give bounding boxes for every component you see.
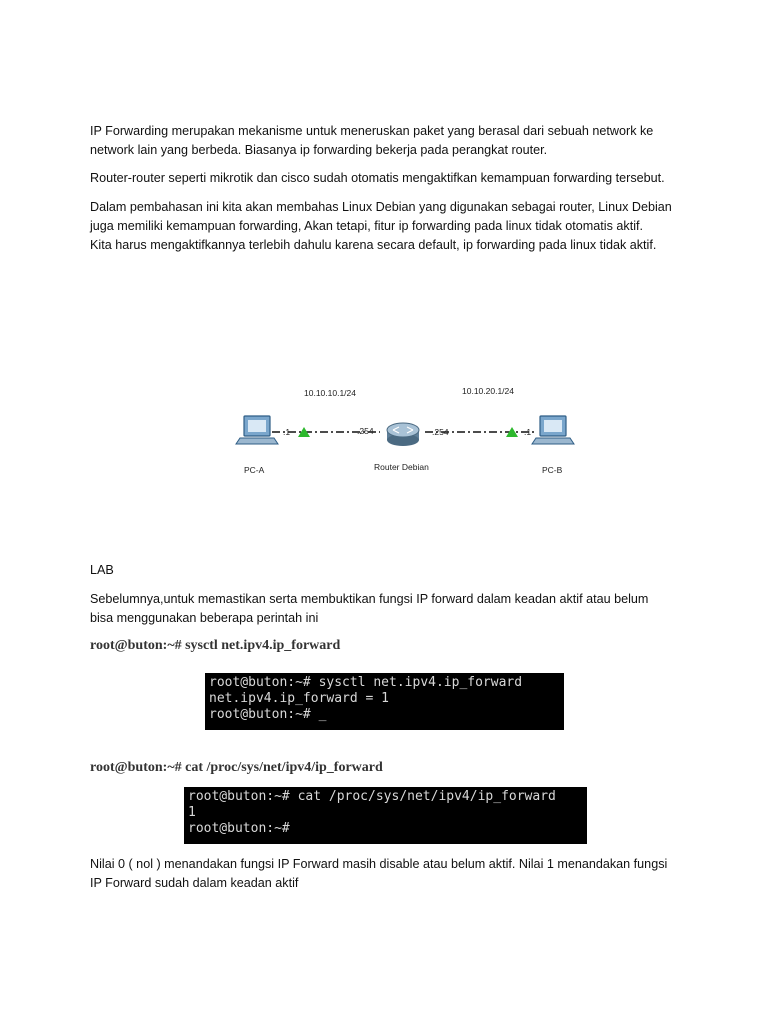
terminal-line: net.ipv4.ip_forward = 1 (209, 691, 390, 706)
conclusion-paragraph (90, 855, 680, 893)
pc-b-ip-label: .1 (524, 427, 532, 437)
router-icon (387, 423, 419, 446)
terminal-line: root@buton:~# (188, 821, 290, 836)
text-line: bisa menggunakan beberapa perintah ini (90, 611, 319, 625)
text-line: network lain yang berbeda. Biasanya ip forwarding bekerja pada perangkat router. (90, 143, 548, 157)
lab-intro-paragraph (90, 590, 680, 628)
network-topology-diagram (230, 378, 590, 488)
pc-a-icon (236, 416, 278, 444)
network-label-right: 10.10.20.1/24 (462, 386, 514, 396)
terminal-screenshot-cat (184, 787, 587, 844)
terminal-line: root@buton:~# _ (209, 707, 327, 722)
lab-heading (90, 561, 680, 580)
pc-a-ip-label: .1 (283, 427, 291, 437)
terminal-line: root@buton:~# sysctl net.ipv4.ip_forward (209, 675, 523, 690)
terminal-screenshot-sysctl (205, 673, 564, 730)
terminal-line: 1 (188, 805, 196, 820)
terminal-line: root@buton:~# cat /proc/sys/net/ipv4/ip_forward (188, 789, 556, 804)
text-line: juga memiliki kemampuan forwarding, Akan tetapi, fitur ip forwarding pada linux tidak otomatis aktif. (90, 219, 643, 233)
text-line: IP Forwarding merupakan mekanisme untuk meneruskan paket yang berasal dari sebuah network ke (90, 124, 654, 138)
text-line: Dalam pembahasan ini kita akan membahas Linux Debian yang digunakan sebagai router, Linux Debian (90, 200, 672, 214)
text-line: Router-router seperti mikrotik dan cisco sudah otomatis mengaktifkan kemampuan forwarding tersebut. (90, 171, 665, 185)
command-heading-cat: root@buton:~# cat /proc/sys/net/ipv4/ip_forward (90, 760, 383, 775)
text-line: LAB (90, 563, 114, 577)
network-label-left: 10.10.10.1/24 (304, 388, 356, 398)
text-line: Sebelumnya,untuk memastikan serta membuktikan fungsi IP forward dalam keadan aktif atau belum (90, 592, 649, 606)
router-label: Router Debian (374, 462, 429, 472)
pc-b-label: PC-B (542, 465, 563, 475)
intro-paragraph-2 (90, 169, 680, 188)
intro-paragraph-3 (90, 198, 680, 255)
text-line: Kita harus mengaktifkannya terlebih dahulu karena secara default, ip forwarding pada linux tidak aktif. (90, 238, 657, 252)
text-line: IP Forward sudah dalam keadan aktif (90, 876, 299, 890)
router-left-ip-label: .254 (357, 426, 374, 436)
pc-a-label: PC-A (244, 465, 265, 475)
text-line: Nilai 0 ( nol ) menandakan fungsi IP Forward masih disable atau belum aktif. Nilai 1 menandakan fungsi (90, 857, 668, 871)
intro-paragraph-1 (90, 122, 680, 160)
pc-b-icon (532, 416, 574, 444)
command-heading-sysctl: root@buton:~# sysctl net.ipv4.ip_forward (90, 638, 341, 653)
router-right-ip-label: .254 (432, 427, 449, 437)
